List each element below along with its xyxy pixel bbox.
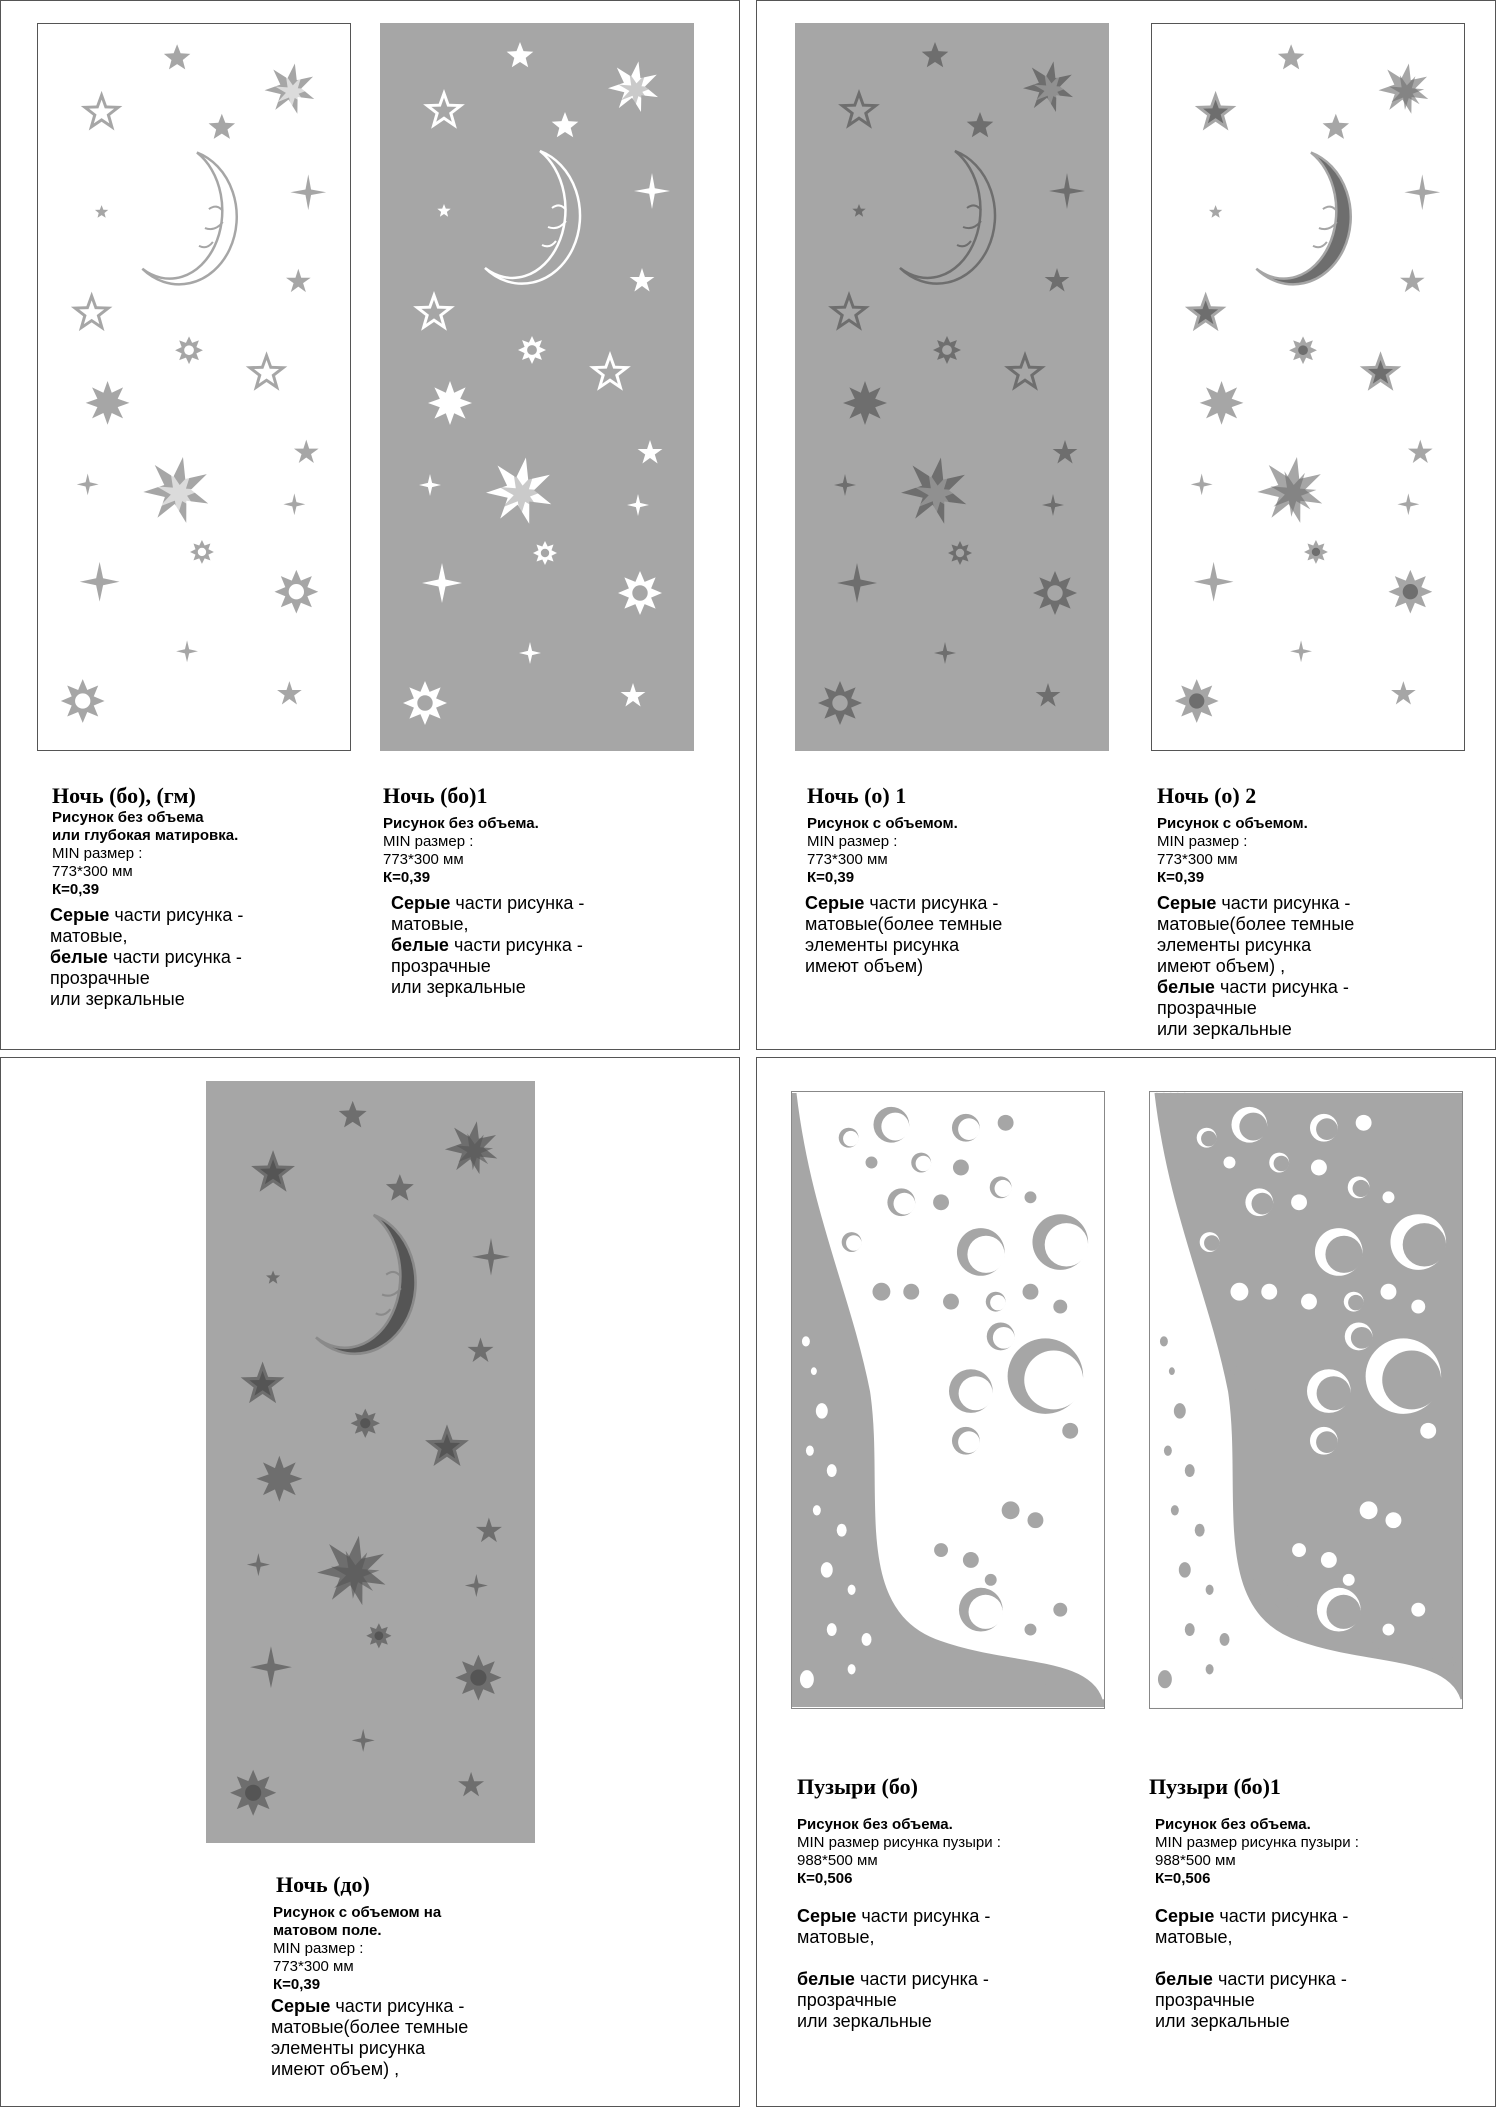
bubble-icon (894, 1193, 916, 1215)
bubble-icon (933, 1194, 949, 1210)
size-value: 773*300 мм (383, 851, 464, 868)
caption-subtitle: Рисунок без объема. (1155, 1816, 1311, 1833)
star-icon (1323, 114, 1349, 139)
bubble-icon (1224, 1157, 1236, 1169)
star-icon (922, 42, 949, 67)
bubble-icon (1053, 1603, 1067, 1617)
bubble-icon (1158, 1670, 1172, 1688)
star-icon (176, 640, 198, 662)
bubbles-art-2 (1150, 1092, 1462, 1708)
bubble-icon (1201, 1131, 1217, 1147)
bubble-icon (1239, 1113, 1267, 1141)
k-value: К=0,39 (807, 869, 855, 886)
caption-night-bo1 (383, 783, 683, 998)
star-icon (428, 381, 472, 425)
k-value: К=0,39 (273, 1976, 321, 1993)
bubble-icon (1220, 1633, 1230, 1646)
description: Серые части рисунка - матовые(более темные элементы рисунка имеют объем) (805, 893, 1003, 976)
bubble-icon (1403, 1223, 1446, 1266)
bubble-icon (1343, 1574, 1355, 1586)
star-icon (417, 695, 432, 710)
star-icon (198, 548, 206, 556)
bubble-icon (985, 1574, 997, 1586)
size-label: MIN размер рисунка пузыри : (1155, 1834, 1359, 1851)
star-icon (164, 44, 190, 69)
bubble-icon (1353, 1180, 1370, 1197)
star-icon (832, 695, 847, 710)
star-icon (630, 268, 655, 292)
caption-subtitle: Рисунок без объема (52, 809, 204, 826)
bubble-icon (916, 1156, 932, 1172)
caption-night-o2 (1157, 783, 1457, 1040)
star-icon (86, 381, 130, 425)
bubble-icon (1002, 1501, 1020, 1519)
star-icon (470, 1670, 486, 1686)
design-bubbles-bo1 (1149, 1091, 1463, 1709)
size-value: 988*500 мм (797, 1852, 878, 1869)
catalog-block-night-bo (0, 0, 740, 1050)
bubble-icon (802, 1336, 810, 1346)
bubble-icon (862, 1633, 872, 1646)
bubble-icon (1261, 1284, 1277, 1300)
bubble-icon (1053, 1300, 1067, 1314)
star-icon (422, 563, 462, 603)
star-icon (634, 173, 670, 209)
night-art-2 (380, 23, 694, 751)
bubble-icon (1206, 1585, 1214, 1595)
star-icon (277, 681, 302, 704)
bubble-icon (846, 1235, 862, 1251)
star-icon (80, 562, 120, 602)
star-icon (942, 345, 952, 355)
bubble-icon (837, 1524, 847, 1537)
bubble-icon (872, 1283, 890, 1301)
star-icon (465, 1574, 488, 1597)
bubble-icon (990, 1295, 1006, 1311)
star-icon (1391, 681, 1416, 704)
caption-night-do (273, 1872, 573, 2080)
star-icon (967, 112, 994, 137)
size-value: 773*300 мм (1157, 851, 1238, 868)
bubble-icon (1206, 1664, 1214, 1674)
bubble-icon (1062, 1423, 1078, 1439)
bubble-icon (1179, 1562, 1191, 1578)
description: Серые части рисунка - матовые(более темные элементы рисунка имеют объем) , белые части рисунка - прозрачные или зеркальные (1157, 893, 1355, 1039)
star-icon (837, 563, 877, 603)
star-icon (1049, 173, 1085, 209)
bubble-icon (1252, 1193, 1274, 1215)
bubble-icon (813, 1505, 821, 1515)
bubble-icon (998, 1115, 1014, 1131)
star-icon (266, 1270, 280, 1283)
star-icon (1312, 548, 1320, 556)
bubble-icon (1383, 1624, 1395, 1636)
star-icon (468, 1337, 494, 1362)
bubble-icon (881, 1113, 909, 1141)
size-label: MIN размер : (273, 1940, 364, 1957)
star-icon (458, 1772, 484, 1797)
bubble-icon (880, 1683, 892, 1695)
bubble-icon (958, 1431, 980, 1453)
star-icon (247, 1553, 270, 1576)
bubble-icon (1316, 1118, 1338, 1140)
star-icon (507, 42, 534, 67)
bubble-icon (1292, 1543, 1306, 1557)
k-value: К=0,506 (797, 1870, 853, 1887)
moon-icon (142, 153, 236, 285)
bubble-icon (1383, 1191, 1395, 1203)
star-icon (95, 205, 108, 218)
bubble-icon (1360, 1501, 1378, 1519)
star-icon (934, 642, 956, 664)
caption-subtitle-2: матовом поле. (273, 1922, 382, 1939)
bubble-icon (963, 1552, 979, 1568)
bubble-icon (1401, 1682, 1415, 1696)
size-label: MIN размер рисунка пузыри : (797, 1834, 1001, 1851)
caption-title: Ночь (бо)1 (383, 783, 488, 808)
bubble-icon (1311, 1160, 1327, 1176)
bubble-icon (1045, 1223, 1088, 1266)
moon-icon (1256, 153, 1350, 285)
bubble-icon (866, 1157, 878, 1169)
bubble-icon (1420, 1423, 1436, 1439)
bubble-icon (1381, 1284, 1397, 1300)
bubble-icon (821, 1562, 833, 1578)
night-art-5 (206, 1081, 535, 1843)
bubble-icon (958, 1118, 980, 1140)
bubble-icon (1317, 1376, 1351, 1410)
star-icon (476, 1517, 502, 1542)
caption-title: Пузыри (бо) (797, 1774, 918, 1799)
bubble-icon (827, 1464, 837, 1477)
size-value: 773*300 мм (807, 851, 888, 868)
bubble-icon (806, 1446, 814, 1456)
bubble-icon (1274, 1156, 1290, 1172)
bubble-icon (993, 1327, 1015, 1349)
size-value: 988*500 мм (1155, 1852, 1236, 1869)
night-art-1 (38, 24, 350, 750)
design-night-bo-gm (37, 23, 351, 751)
size-label: MIN размер : (383, 833, 474, 850)
star-icon (834, 474, 856, 496)
bubble-icon (1321, 1552, 1337, 1568)
star-icon (339, 1101, 367, 1127)
bubble-icon (1316, 1431, 1338, 1453)
size-label: MIN размер : (1157, 833, 1248, 850)
star-icon (294, 440, 319, 463)
star-icon (286, 269, 311, 292)
star-icon (75, 693, 90, 708)
bubble-icon (1027, 1512, 1043, 1528)
description: Серые части рисунка - матовые, белые части рисунка - прозрачные или зеркальные (1155, 1906, 1349, 2031)
caption-subtitle-2: или глубокая матировка. (52, 827, 239, 844)
star-icon (360, 1418, 370, 1428)
bubble-icon (1025, 1191, 1037, 1203)
star-icon (1403, 584, 1418, 599)
star-icon (256, 1456, 302, 1502)
size-label: MIN размер : (807, 833, 898, 850)
bubble-icon (1023, 1284, 1039, 1300)
star-icon (527, 345, 537, 355)
bubble-icon (848, 1664, 856, 1674)
bubble-icon (1411, 1603, 1425, 1617)
catalog-block-night-do (0, 1057, 740, 2107)
bubble-icon (1238, 1683, 1250, 1695)
star-icon (1047, 585, 1062, 600)
star-icon (1408, 440, 1433, 463)
caption-title: Ночь (о) 2 (1157, 783, 1257, 808)
bubble-icon (1230, 1283, 1248, 1301)
bubble-icon (1024, 1350, 1083, 1409)
catalog-block-bubbles (756, 1057, 1496, 2107)
bubble-icon (903, 1284, 919, 1300)
size-label: MIN размер : (52, 845, 143, 862)
bubble-icon (1291, 1194, 1307, 1210)
star-icon (77, 473, 99, 495)
caption-subtitle: Рисунок с объемом. (807, 815, 958, 832)
bubble-icon (1160, 1336, 1168, 1346)
star-icon (1053, 440, 1078, 464)
star-icon (209, 114, 235, 139)
bubble-icon (1185, 1623, 1195, 1636)
bubble-icon (1411, 1300, 1425, 1314)
star-icon (184, 345, 194, 355)
star-icon (374, 1631, 383, 1640)
bubble-icon (895, 1681, 907, 1693)
caption-subtitle: Рисунок с объемом на (273, 1904, 442, 1921)
star-icon (386, 1174, 414, 1200)
bubble-icon (967, 1236, 1004, 1273)
star-icon (632, 585, 647, 600)
star-icon (1042, 494, 1064, 516)
bubbles-art-1 (792, 1092, 1104, 1708)
description: Серые части рисунка - матовые, белые части рисунка - прозрачные или зеркальные (391, 893, 585, 997)
bubble-icon (1385, 1512, 1401, 1528)
bubble-icon (953, 1160, 969, 1176)
star-icon (1397, 493, 1419, 515)
moon-icon (900, 151, 995, 284)
night-art-3 (795, 23, 1109, 751)
description: Серые части рисунка - матовые, белые части рисунка - прозрачные или зеркальные (797, 1906, 991, 2031)
bubble-icon (1356, 1115, 1372, 1131)
star-icon (250, 1646, 292, 1688)
size-value: 773*300 мм (52, 863, 133, 880)
star-icon (852, 204, 865, 217)
bubble-icon (1351, 1327, 1373, 1349)
star-icon (1278, 44, 1304, 69)
caption-title: Пузыри (бо)1 (1149, 1774, 1281, 1799)
star-icon (290, 174, 326, 210)
caption-bubbles-bo (797, 1774, 1097, 2032)
caption-subtitle: Рисунок без объема. (383, 815, 539, 832)
k-value: К=0,39 (1157, 869, 1205, 886)
star-icon (638, 440, 663, 464)
bubble-icon (959, 1376, 993, 1410)
k-value: К=0,39 (383, 869, 431, 886)
caption-title: Ночь (о) 1 (807, 783, 907, 808)
star-icon (627, 494, 649, 516)
description: Серые части рисунка - матовые, белые части рисунка - прозрачные или зеркальные (50, 905, 244, 1009)
bubble-icon (848, 1585, 856, 1595)
catalog-block-night-o (756, 0, 1496, 1050)
star-icon (519, 642, 541, 664)
design-night-o1 (795, 23, 1109, 751)
design-night-do (206, 1081, 535, 1843)
star-icon (956, 549, 964, 557)
star-icon (541, 549, 549, 557)
star-icon (1290, 640, 1312, 662)
star-icon (843, 381, 887, 425)
bubble-icon (1025, 1624, 1037, 1636)
bubble-icon (1328, 1679, 1340, 1691)
bubble-icon (1185, 1464, 1195, 1477)
caption-night-o1 (807, 783, 1107, 977)
bubble-icon (970, 1679, 982, 1691)
star-icon (1194, 562, 1234, 602)
star-icon (289, 584, 304, 599)
caption-title: Ночь (бо), (гм) (52, 783, 196, 808)
bubble-icon (1327, 1595, 1361, 1629)
star-icon (1036, 683, 1061, 707)
k-value: К=0,39 (52, 881, 100, 898)
star-icon (1298, 345, 1308, 355)
night-art-4 (1152, 24, 1464, 750)
bubble-icon (1169, 1367, 1175, 1375)
star-icon (419, 474, 441, 496)
design-bubbles-bo (791, 1091, 1105, 1709)
moon-icon (316, 1215, 416, 1354)
k-value: К=0,506 (1155, 1870, 1211, 1887)
bubble-icon (969, 1595, 1003, 1629)
bubble-icon (1204, 1235, 1220, 1251)
caption-subtitle: Рисунок без объема. (797, 1816, 953, 1833)
bubble-icon (1325, 1236, 1362, 1273)
size-value: 773*300 мм (273, 1958, 354, 1975)
star-icon (552, 112, 579, 137)
star-icon (352, 1729, 375, 1752)
star-icon (1200, 381, 1244, 425)
star-icon (1404, 174, 1440, 210)
bubble-icon (1301, 1294, 1317, 1310)
caption-title: Ночь (до) (276, 1872, 370, 1897)
star-icon (437, 204, 450, 217)
bubble-icon (843, 1131, 859, 1147)
caption-night-bo-gm (52, 783, 352, 1010)
star-icon (245, 1785, 261, 1801)
caption-bubbles-bo1 (1149, 1774, 1449, 2032)
bubble-icon (1043, 1682, 1057, 1696)
bubble-icon (1348, 1295, 1364, 1311)
star-icon (1191, 473, 1213, 495)
moon-icon (485, 151, 580, 284)
bubble-icon (1171, 1505, 1179, 1515)
star-icon (621, 683, 646, 707)
bubble-icon (827, 1623, 837, 1636)
bubble-icon (1174, 1403, 1186, 1419)
design-night-o2 (1151, 23, 1465, 751)
star-icon (1400, 269, 1425, 292)
caption-subtitle: Рисунок с объемом. (1157, 815, 1308, 832)
bubble-icon (934, 1543, 948, 1557)
bubble-icon (995, 1180, 1012, 1197)
bubble-icon (1164, 1446, 1172, 1456)
star-icon (283, 493, 305, 515)
bubble-icon (1382, 1350, 1441, 1409)
bubble-icon (811, 1367, 817, 1375)
star-icon (1189, 693, 1204, 708)
bubble-icon (800, 1670, 814, 1688)
bubble-icon (1195, 1524, 1205, 1537)
design-night-bo1 (380, 23, 694, 751)
star-icon (1045, 268, 1070, 292)
bubble-icon (943, 1294, 959, 1310)
bubble-icon (816, 1403, 828, 1419)
star-icon (472, 1238, 510, 1276)
description: Серые части рисунка - матовые(более темные элементы рисунка имеют объем) , (271, 1996, 469, 2079)
bubble-icon (1253, 1681, 1265, 1693)
star-icon (1209, 205, 1222, 218)
